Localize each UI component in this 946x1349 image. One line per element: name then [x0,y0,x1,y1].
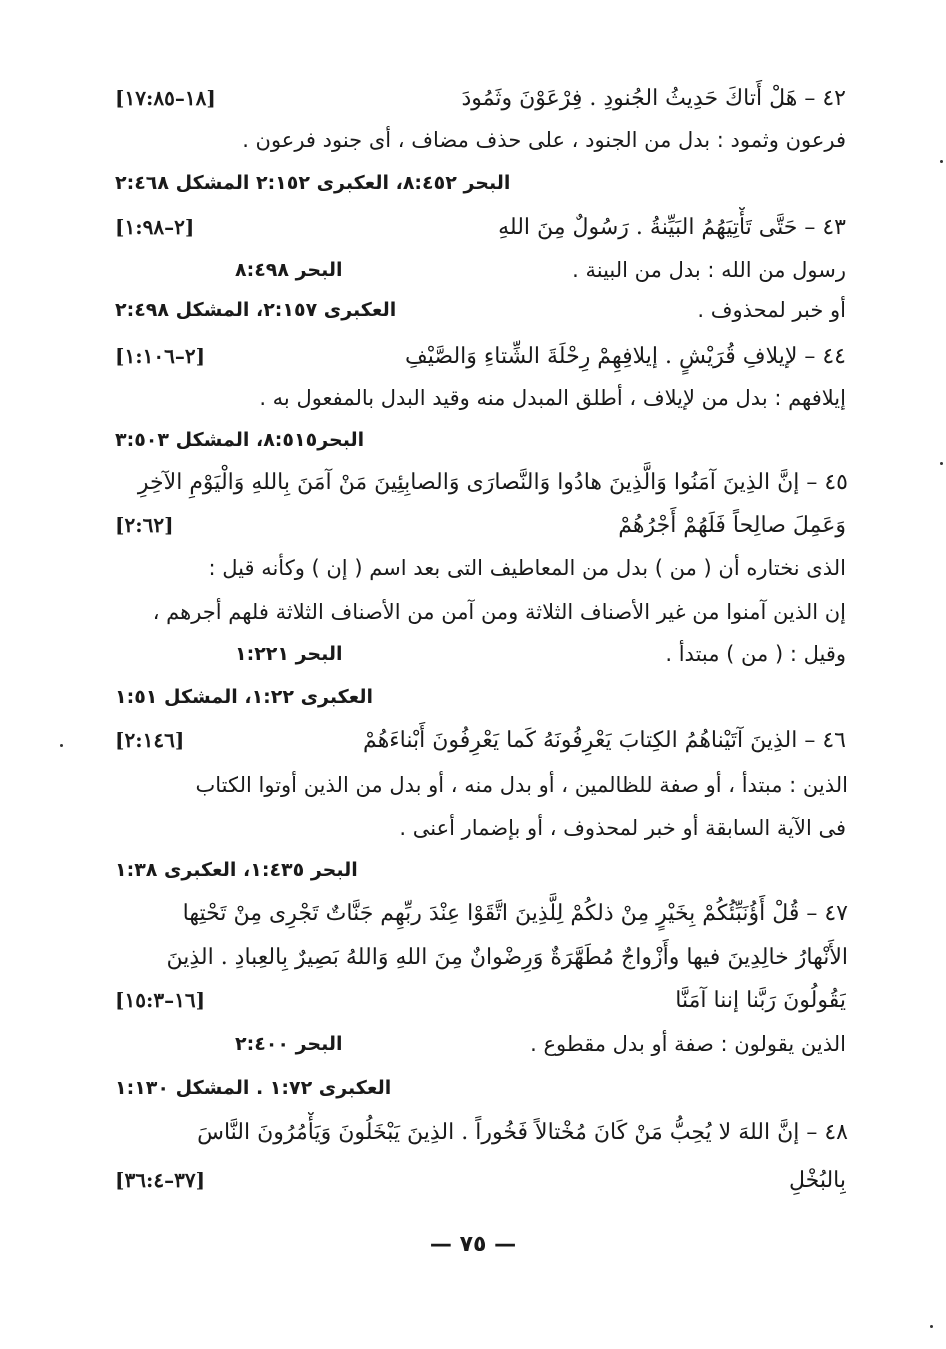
verse-45-text: ٤٥ – إنَّ الذِينَ آمَنُوا وَالَّذِينَ هادُوا وَالنَّصارَى وَالصابِئِينَ مَنْ آمَنَ بِاللهِ وَالْيَوْمِ الآخِرِ [137,470,848,495]
verse-43-text: ٤٣ – حَتَّى تَأْتِيَهُمُ البَيِّنةُ . رَسُولٌ مِنَ اللهِ [498,215,846,240]
verse-43-reference: [٢–١:٩٨] [115,215,195,239]
page-number: — ٧٥ — [429,1232,517,1257]
verse-44-reference: [٢–١:١٠٦] [115,344,206,368]
sources-line [115,163,846,203]
sources-text: البحر ٨:٤٥٢، العكبرى ٢:١٥٢ المشكل ٢:٤٦٨ [115,172,511,194]
verse-42-text: ٤٢ – هَلْ أَتاكَ حَدِيثُ الجُنودِ . فِرْعَوْنَ وثَمُودَ [461,86,846,111]
verse-42-reference: [١٨–١٧:٨٥] [115,86,216,110]
verse-47-reference: [١٦–١٥:٣] [115,988,206,1012]
verse-46-text: ٤٦ – الذِينَ آتَيْناهُمُ الكِتابَ يَعْرِفُونَهُ كَما يَعْرِفُونَ أَبْناءَهُمْ [363,728,846,753]
sources-text: البحر ٨:٤٩٨ [235,259,343,281]
verse-45-reference: [٢:٦٢] [115,513,174,537]
verse-44-line [115,336,846,376]
scan-speck [60,744,63,747]
commentary-line [115,634,846,674]
verse-47-line-2 [110,937,848,977]
sources-text: البحر٨:٥١٥، المشكل ٣:٥٠٣ [115,429,365,451]
sources-line [115,420,846,460]
scan-speck [930,1325,933,1328]
commentary-line [115,290,846,330]
sources-text: البحر ١:٤٣٥، العكبرى ١:٣٨ [115,859,358,881]
verse-48-text-2: بِالبُخْلِ [788,1168,846,1193]
verse-48-line [110,1112,848,1152]
verse-47-text-2: الأَنْهارُ خالِدِينَ فيها وأَزْواجٌ مُطَهَّرَةٌ وَرِضْوانٌ مِنَ اللهِ وَاللهُ بَصِيرٌ بِالعِبادِ . الذِينَ [166,945,848,970]
commentary-line: فى الآية السابقة أو خبر لمحذوف ، أو بإضمار أعنى . [399,816,846,840]
commentary-text: رسول من الله : بدل من البينة . [572,258,846,282]
verse-42-line [115,78,846,118]
verse-47-line-3 [115,980,846,1020]
verse-48-text: ٤٨ – إنَّ اللهَ لا يُحِبُّ مَنْ كَانَ مُخْتالاً فَخُوراً . الذِينَ يَبْخَلُونَ وَيَأْمُرُونَ النَّاسَ [197,1120,848,1145]
verse-48-reference: [٣٧–٣٦:٤] [115,1168,206,1192]
commentary-line: إيلافهم : بدل من لإيلاف ، أطلق المبدل منه وقيد البدل بالمفعول به . [259,386,846,410]
verse-45-text-2: وَعَمِلَ صالِحاً فَلَهُمْ أَجْرُهُمْ [618,513,846,538]
commentary-line: الذين : مبتدأ ، أو صفة للظالمين ، أو بدل منه ، أو بدل من الذين أوتوا الكتاب [195,773,848,797]
commentary-line: إن الذين آمنوا من غير الأصناف الثلاثة ومن آمن من الأصناف الثلاثة فلهم أجرهم ، [152,600,846,624]
commentary-line: الذى نختاره أن ( من ) بدل من المعاطيف التى بعد اسم ( إن ) وكأنه قيل : [208,556,846,580]
commentary-line: فرعون وثمود : بدل من الجنود ، على حذف مضاف ، أى جنود فرعون . [242,128,846,152]
verse-46-line [115,720,846,760]
commentary-text: وقيل : ( من ) مبتدأ . [665,642,846,666]
verse-45-line [110,462,848,502]
verse-47-text-3: يَقُولُونَ رَبَّنا إننا آمَنَّا [675,988,846,1013]
scan-speck [940,462,943,465]
sources-line [115,1068,846,1108]
verse-45-line-2 [115,505,846,545]
commentary-text: أو خبر لمحذوف . [697,298,846,322]
commentary-line [115,1024,846,1064]
sources-line [115,677,846,717]
verse-44-text: ٤٤ – لإيلافِ قُرَيْشٍ . إيلافِهِمْ رِحْلَةَ الشِّتاءِ وَالصَّيْفِ [404,344,846,369]
verse-48-line-2 [115,1160,846,1200]
scan-speck [940,160,943,163]
commentary-text: الذين يقولون : صفة أو بدل مقطوع . [530,1032,846,1056]
sources-text: العكبرى ٢:١٥٧، المشكل ٢:٤٩٨ [115,299,397,321]
verse-47-line [110,893,848,933]
verse-43-line [115,207,846,247]
commentary-line [115,250,846,290]
sources-line [115,850,846,890]
verse-46-reference: [٢:١٤٦] [115,728,185,752]
sources-text: البحر ٢:٤٠٠ [235,1033,343,1055]
sources-text: البحر ١:٢٢١ [235,643,343,665]
sources-text: العكبرى ١:٧٢ . المشكل ١:١٣٠ [115,1077,392,1099]
sources-text: العكبرى ١:٢٢، المشكل ١:٥١ [115,686,373,708]
verse-47-text: ٤٧ – قُلْ أَؤُنَبِّئُكُمْ بِخَيْرٍ مِنْ ذلكُمْ لِلَّذِينَ اتَّقَوْا عِنْدَ ربِّهِم جَنَّاتٌ تَجْرِى مِنْ تَحْتِها [182,901,848,926]
